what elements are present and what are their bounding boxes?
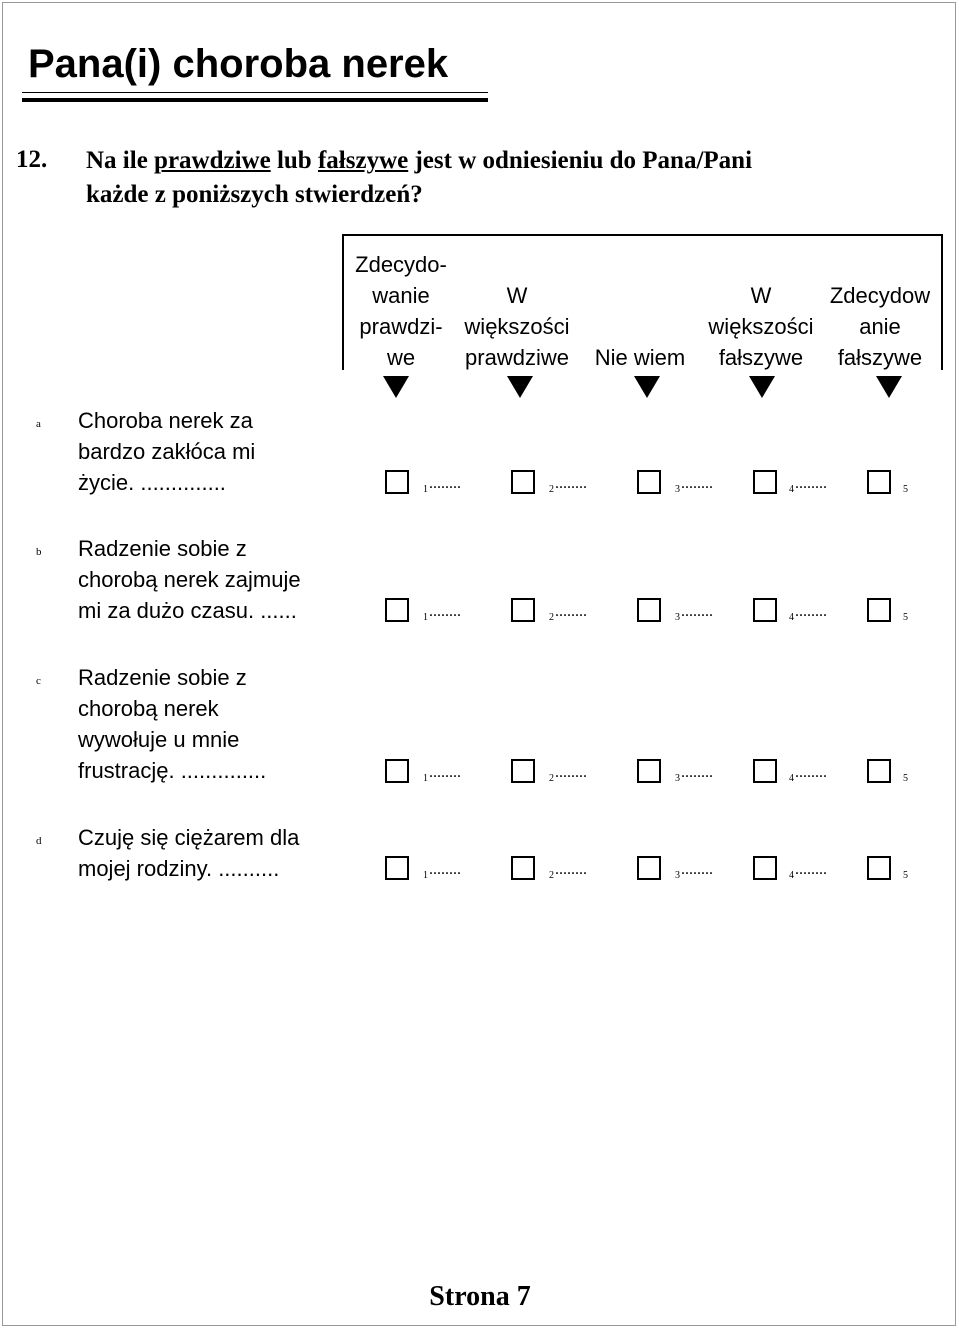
- down-arrow-icon: [749, 376, 775, 398]
- down-arrow-icon: [876, 376, 902, 398]
- leader-dots: ........: [429, 475, 461, 492]
- item-letter: a: [36, 418, 41, 430]
- scale-header-1: Zdecydo- wanie prawdzi- we: [355, 252, 447, 370]
- item-statement: [78, 405, 378, 498]
- leader-dots: ........: [795, 603, 827, 620]
- statement-line: chorobą nerek: [78, 696, 219, 721]
- leader-dots: ........: [429, 861, 461, 878]
- answer-checkbox-5[interactable]: [867, 598, 891, 622]
- scale-header-2: W większości prawdziwe: [464, 283, 570, 370]
- statement-line: Radzenie sobie z: [78, 665, 247, 690]
- item-statement: [78, 533, 378, 626]
- answer-code: 1: [423, 484, 428, 495]
- answer-code: 2: [549, 870, 554, 881]
- answer-checkbox-5[interactable]: [867, 759, 891, 783]
- answer-code: 5: [903, 484, 908, 495]
- answer-code: 1: [423, 612, 428, 623]
- answer-checkbox-5[interactable]: [867, 856, 891, 880]
- answer-code: 4: [789, 773, 794, 784]
- item-statement: [78, 662, 378, 786]
- leader-dots: ........: [555, 475, 587, 492]
- answer-code: 2: [549, 612, 554, 623]
- item-letter: c: [36, 675, 41, 687]
- answer-checkbox-2[interactable]: [511, 598, 535, 622]
- statement-line-last: mojej rodziny. ..........: [78, 856, 280, 881]
- answer-checkbox-1[interactable]: [385, 759, 409, 783]
- answer-code: 4: [789, 870, 794, 881]
- title-underline-thin: [22, 92, 488, 93]
- answer-code: 5: [903, 870, 908, 881]
- answer-code: 5: [903, 773, 908, 784]
- leader-dots: ........: [555, 603, 587, 620]
- title-underline-thick: [22, 98, 488, 102]
- leader-dots: ........: [795, 475, 827, 492]
- answer-checkbox-2[interactable]: [511, 759, 535, 783]
- page-title: Pana(i) choroba nerek: [28, 42, 449, 86]
- item-statement: [78, 822, 378, 884]
- item-letter: b: [36, 546, 42, 558]
- question-line-1: [86, 144, 752, 178]
- down-arrow-icon: [634, 376, 660, 398]
- answer-checkbox-5[interactable]: [867, 470, 891, 494]
- statement-line-last: frustrację. ..............: [78, 758, 267, 783]
- statement-line-last: mi za dużo czasu. ......: [78, 598, 297, 623]
- answer-code: 3: [675, 612, 680, 623]
- answer-code: 4: [789, 484, 794, 495]
- answer-checkbox-3[interactable]: [637, 856, 661, 880]
- answer-checkbox-4[interactable]: [753, 598, 777, 622]
- answer-code: 1: [423, 773, 428, 784]
- answer-code: 3: [675, 773, 680, 784]
- answer-checkbox-1[interactable]: [385, 470, 409, 494]
- leader-dots: ........: [555, 764, 587, 781]
- statement-line: Radzenie sobie z: [78, 536, 247, 561]
- down-arrow-icon: [383, 376, 409, 398]
- answer-checkbox-3[interactable]: [637, 598, 661, 622]
- answer-checkbox-1[interactable]: [385, 598, 409, 622]
- answer-code: 4: [789, 612, 794, 623]
- page-number: Strona 7: [429, 1281, 531, 1312]
- answer-checkbox-4[interactable]: [753, 470, 777, 494]
- statement-line-last: życie. ..............: [78, 470, 226, 495]
- statement-line: wywołuje u mnie: [78, 727, 240, 752]
- leader-dots: ........: [681, 475, 713, 492]
- leader-dots: ........: [795, 861, 827, 878]
- answer-code: 2: [549, 773, 554, 784]
- leader-dots: ........: [681, 764, 713, 781]
- statement-line: bardzo zakłóca mi: [78, 439, 256, 464]
- leader-dots: ........: [429, 764, 461, 781]
- underlined-true: prawdziwe: [154, 147, 271, 174]
- scale-header-3: Nie wiem: [594, 345, 686, 370]
- down-arrow-icon: [507, 376, 533, 398]
- answer-checkbox-2[interactable]: [511, 470, 535, 494]
- answer-code: 3: [675, 484, 680, 495]
- answer-code: 3: [675, 870, 680, 881]
- leader-dots: ........: [681, 861, 713, 878]
- question-line-2: każde z poniższych stwierdzeń?: [86, 181, 423, 208]
- underlined-false: fałszywe: [317, 147, 409, 174]
- answer-code: 1: [423, 870, 428, 881]
- answer-code: 2: [549, 484, 554, 495]
- answer-checkbox-4[interactable]: [753, 856, 777, 880]
- statement-line: Czuję się ciężarem dla: [78, 825, 300, 850]
- item-letter: d: [36, 835, 42, 847]
- question-text: [86, 144, 752, 212]
- answer-code: 5: [903, 612, 908, 623]
- question-text-part: lub: [270, 147, 318, 174]
- answer-checkbox-4[interactable]: [753, 759, 777, 783]
- scale-header-5: Zdecydow anie fałszywe: [829, 283, 931, 370]
- question-number: 12.: [16, 146, 48, 173]
- question-text-part: Na ile: [86, 147, 155, 174]
- answer-checkbox-2[interactable]: [511, 856, 535, 880]
- leader-dots: ........: [681, 603, 713, 620]
- answer-checkbox-3[interactable]: [637, 759, 661, 783]
- leader-dots: ........: [429, 603, 461, 620]
- statement-line: chorobą nerek zajmuje: [78, 567, 301, 592]
- question-text-part: jest w odniesieniu do Pana/Pani: [408, 147, 753, 174]
- answer-checkbox-1[interactable]: [385, 856, 409, 880]
- scale-header-4: W większości fałszywe: [708, 283, 814, 370]
- leader-dots: ........: [795, 764, 827, 781]
- statement-line: Choroba nerek za: [78, 408, 253, 433]
- leader-dots: ........: [555, 861, 587, 878]
- answer-checkbox-3[interactable]: [637, 470, 661, 494]
